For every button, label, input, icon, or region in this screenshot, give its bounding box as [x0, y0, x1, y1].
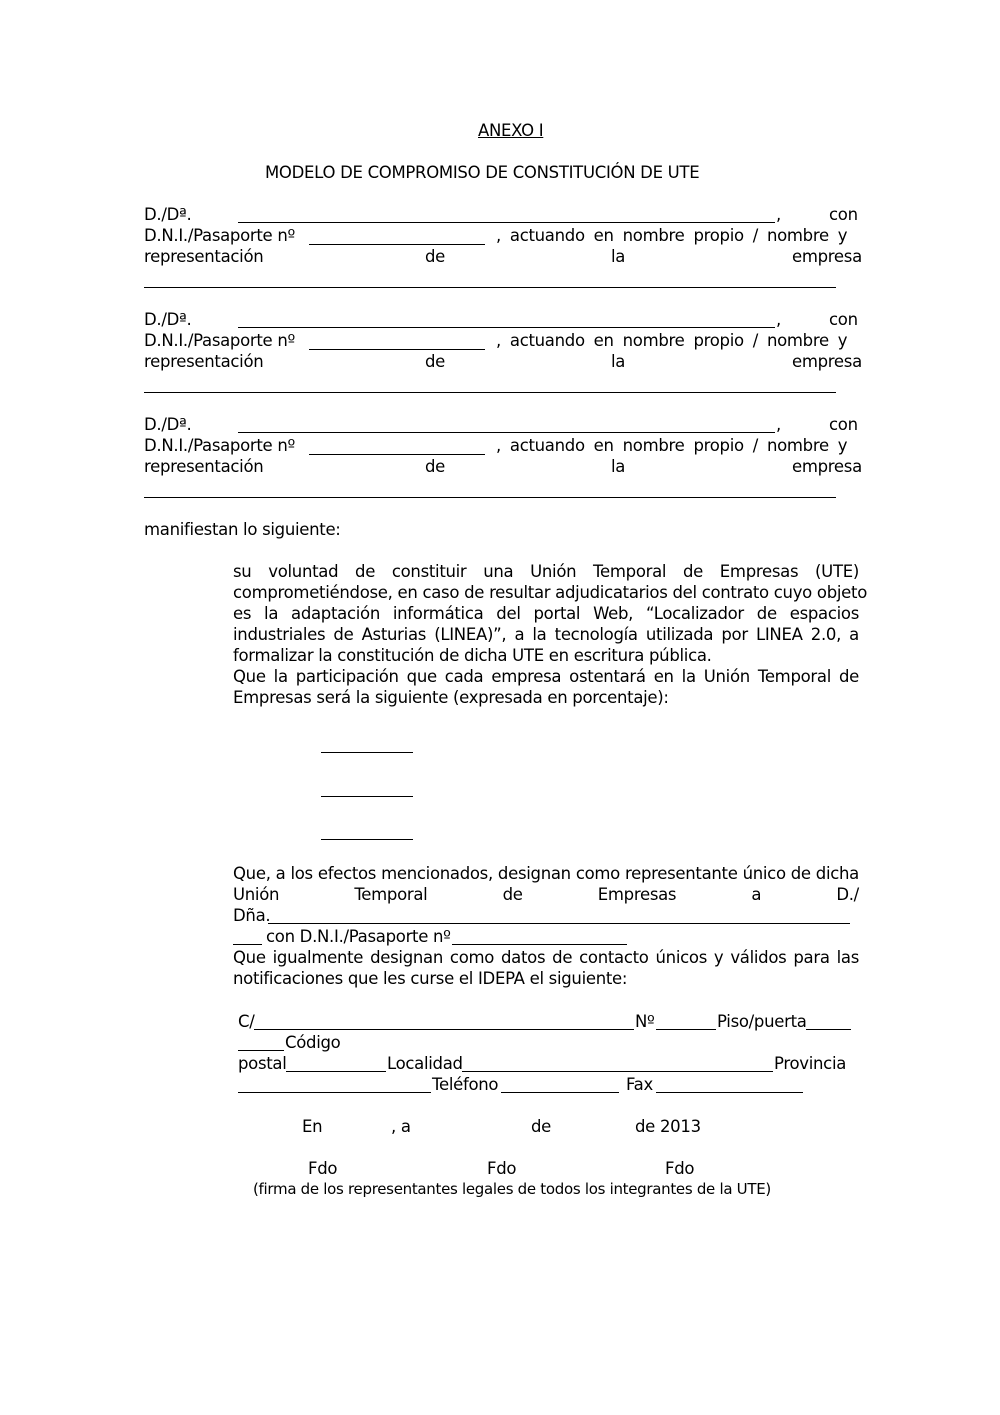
- date-en: En: [302, 1117, 323, 1136]
- annex-title: ANEXO I: [478, 121, 544, 140]
- representacion-label: representación: [144, 352, 264, 371]
- street-label: C/: [238, 1012, 255, 1031]
- will-paragraph: [233, 561, 867, 708]
- line-text: Que la participación que cada empresa ostentará en la Unión Temporal de: [233, 667, 859, 686]
- d-label: D./Dª.: [144, 310, 192, 329]
- representative-name-blank-cont[interactable]: [233, 944, 262, 945]
- la-label: la: [611, 247, 626, 266]
- empresa-label: empresa: [792, 457, 862, 476]
- date-de: de: [531, 1117, 552, 1136]
- d-label: D./Dª.: [144, 415, 192, 434]
- signature-fdo-3: Fdo: [665, 1159, 695, 1178]
- word: D./: [836, 885, 859, 904]
- dna-label: Dña.: [233, 906, 271, 925]
- de-label: de: [425, 457, 446, 476]
- company-blank[interactable]: [144, 287, 836, 288]
- date-a: , a: [391, 1117, 411, 1136]
- floor-blank[interactable]: [806, 1029, 851, 1030]
- province-label: Provincia: [774, 1054, 847, 1073]
- dni-blank[interactable]: [309, 244, 485, 245]
- fax-blank[interactable]: [656, 1092, 803, 1093]
- line-text: notificaciones que les curse el IDEPA el siguiente:: [233, 969, 628, 988]
- con-dni-label: con D.N.I./Pasaporte nº: [266, 927, 451, 946]
- line-text: comprometiéndose, en caso de resultar adjudicatarios del contrato cuyo objeto: [233, 583, 867, 602]
- street-blank[interactable]: [254, 1029, 634, 1030]
- dni-label: D.N.I./Pasaporte nº: [144, 226, 295, 245]
- percentage-blank-2[interactable]: [321, 796, 413, 797]
- la-label: la: [611, 457, 626, 476]
- postal-blank[interactable]: [286, 1071, 386, 1072]
- city-label: Localidad: [387, 1054, 463, 1073]
- line-text: Que, a los efectos mencionados, designan como representante único de dicha: [233, 864, 859, 883]
- paragraph-line: [233, 863, 859, 884]
- dni-label: D.N.I./Pasaporte nº: [144, 436, 295, 455]
- word: Empresas: [597, 885, 677, 904]
- paragraph-line: [233, 947, 859, 968]
- fax-label: Fax: [626, 1075, 653, 1094]
- paragraph-line: [233, 603, 859, 624]
- word: Temporal: [354, 885, 428, 904]
- line-text: su voluntad de constituir una Unión Temporal de Empresas (UTE): [233, 562, 859, 581]
- name-blank[interactable]: [238, 327, 775, 328]
- province-blank[interactable]: [238, 1092, 431, 1093]
- dni-blank[interactable]: [309, 349, 485, 350]
- percentage-blank-1[interactable]: [321, 752, 413, 753]
- acting-text: , actuando en nombre propio / nombre y: [496, 436, 848, 455]
- name-blank[interactable]: [238, 222, 775, 223]
- paragraph-line: [233, 884, 859, 905]
- paragraph-line: [233, 624, 859, 645]
- line-text: formalizar la constitución de dicha UTE en escritura pública.: [233, 646, 712, 665]
- form-subtitle: MODELO DE COMPROMISO DE CONSTITUCIÓN DE UTE: [265, 163, 700, 182]
- comma: ,: [776, 310, 781, 329]
- number-label: Nº: [635, 1012, 655, 1031]
- word: a: [751, 885, 762, 904]
- paragraph-line: [233, 582, 867, 603]
- postal-label-b: postal: [238, 1054, 287, 1073]
- line-text: es la adaptación informática del portal Web, “Localizador de espacios: [233, 604, 859, 623]
- representative-paragraph: [233, 863, 859, 905]
- d-label: D./Dª.: [144, 205, 192, 224]
- paragraph-line: [233, 561, 859, 582]
- date-year: de 2013: [635, 1117, 701, 1136]
- la-label: la: [611, 352, 626, 371]
- signature-fdo-2: Fdo: [487, 1159, 517, 1178]
- acting-text: , actuando en nombre propio / nombre y: [496, 226, 848, 245]
- contact-paragraph: [233, 947, 859, 989]
- phone-blank[interactable]: [501, 1092, 619, 1093]
- word: Unión: [233, 885, 280, 904]
- company-blank[interactable]: [144, 392, 836, 393]
- name-blank[interactable]: [238, 432, 775, 433]
- representacion-label: representación: [144, 247, 264, 266]
- postal-label-a: Código: [285, 1033, 341, 1052]
- empresa-label: empresa: [792, 247, 862, 266]
- intro-text: manifiestan lo siguiente:: [144, 520, 341, 539]
- comma: ,: [776, 205, 781, 224]
- representative-name-blank[interactable]: [268, 923, 850, 924]
- word: de: [502, 885, 523, 904]
- empresa-label: empresa: [792, 352, 862, 371]
- acting-text: , actuando en nombre propio / nombre y: [496, 331, 848, 350]
- line-text: industriales de Asturias (LINEA)”, a la tecnología utilizada por LINEA 2.0, a: [233, 625, 859, 644]
- signature-note: (firma de los representantes legales de todos los integrantes de la UTE): [253, 1180, 771, 1198]
- floor-blank-cont[interactable]: [238, 1050, 284, 1051]
- line-text: Que igualmente designan como datos de contacto únicos y válidos para las: [233, 948, 859, 967]
- con-label: con: [829, 205, 858, 224]
- de-label: de: [425, 352, 446, 371]
- company-blank[interactable]: [144, 497, 836, 498]
- number-blank[interactable]: [656, 1029, 716, 1030]
- representative-dni-blank[interactable]: [452, 944, 627, 945]
- dni-blank[interactable]: [309, 454, 485, 455]
- dni-label: D.N.I./Pasaporte nº: [144, 331, 295, 350]
- de-label: de: [425, 247, 446, 266]
- signature-fdo-1: Fdo: [308, 1159, 338, 1178]
- percentage-blank-3[interactable]: [321, 839, 413, 840]
- paragraph-line: [233, 666, 859, 687]
- line-text: Empresas será la siguiente (expresada en porcentaje):: [233, 688, 669, 707]
- comma: ,: [776, 415, 781, 434]
- floor-label: Piso/puerta: [717, 1012, 807, 1031]
- city-blank[interactable]: [462, 1071, 773, 1072]
- con-label: con: [829, 415, 858, 434]
- representacion-label: representación: [144, 457, 264, 476]
- con-label: con: [829, 310, 858, 329]
- phone-label: Teléfono: [432, 1075, 499, 1094]
